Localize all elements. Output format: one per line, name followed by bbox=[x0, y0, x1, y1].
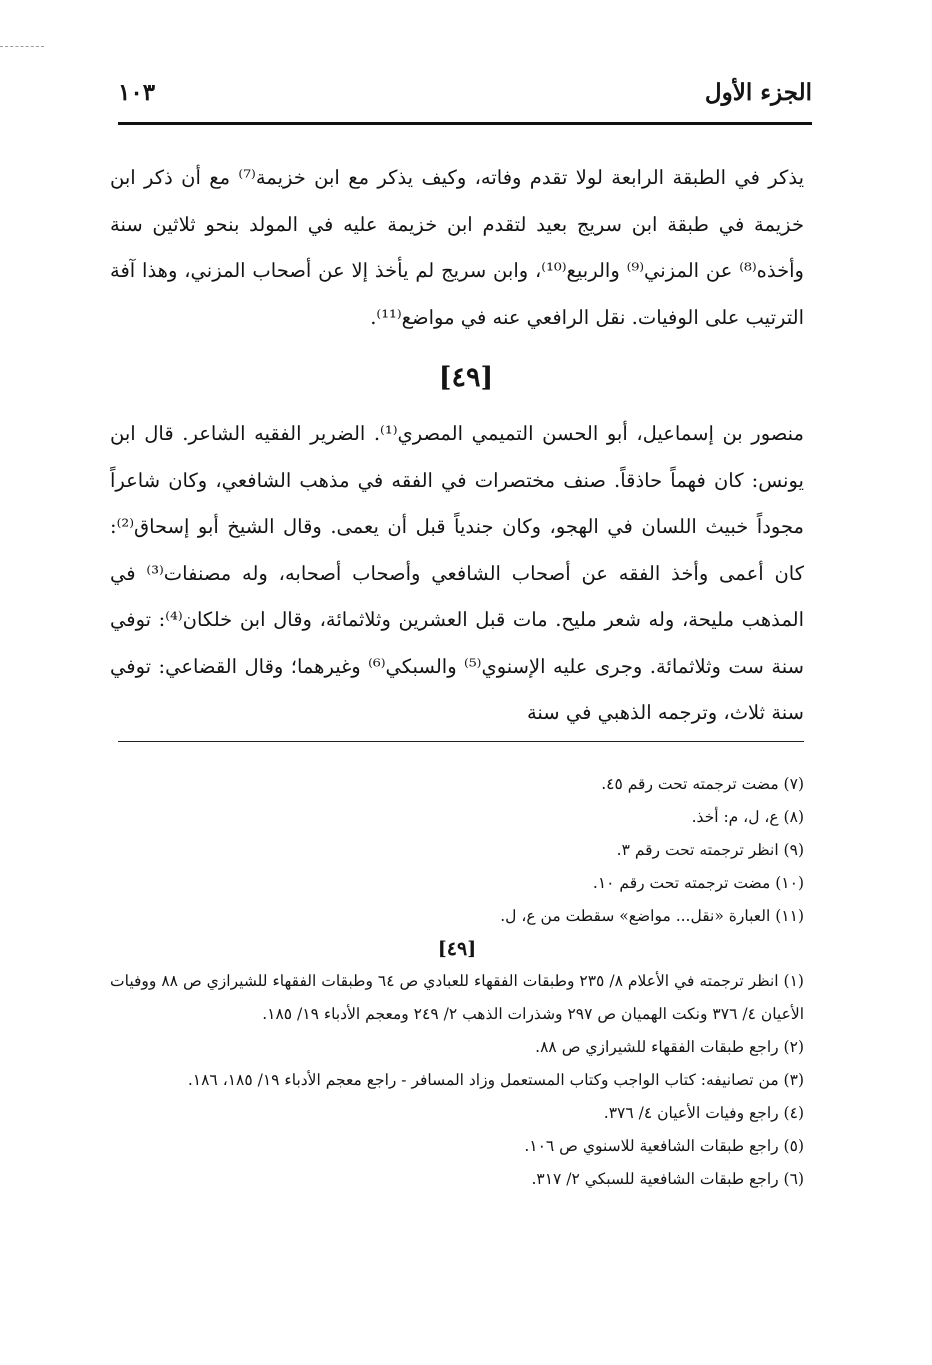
footnote: (٧) مضت ترجمته تحت رقم ٤٥. bbox=[601, 775, 804, 793]
footnote: (٨) ع، ل، م: أخذ. bbox=[691, 808, 804, 826]
entry-paragraph: منصور بن إسماعيل، أبو الحسن التميمي المصري⁽¹⁾. الضرير الفقيه الشاعر. قال ابن يونس: كان فهماً حاذقاً. صنف مختصرات في الفقه في مذهب الشافعي، وكان شاعراً مجوداً خبيث اللسان في الهجو، وكان جندياً قبل أن يعمى. وقال الشيخ أبو إسحاق⁽²⁾: كان أعمى وأخذ الفقه عن أصحاب الشافعي وأصحاب أصحابه، وله مصنفات⁽³⁾ في المذهب مليحة، وله شعر مليح. مات قبل العشرين وثلاثمائة، وقال ابن خلكان⁽⁴⁾: توفي سنة ست وثلاثمائة. وجرى عليه الإسنوي⁽⁵⁾ والسبكي⁽⁶⁾ وغيرهما؛ وقال القضاعي: توفي سنة ثلاث، وترجمه الذهبي في سنة bbox=[110, 422, 805, 724]
scan-edge-mark bbox=[0, 46, 44, 47]
footnote: (٢) راجع طبقات الفقهاء للشيرازي ص ٨٨. bbox=[535, 1038, 804, 1056]
footnote: (١٠) مضت ترجمته تحت رقم ١٠. bbox=[592, 874, 804, 892]
footnote: (١١) العبارة «نقل... مواضع» سقطت من ع، ل. bbox=[500, 907, 804, 925]
footnote: (٦) راجع طبقات الشافعية للسبكي ٢/ ٣١٧. bbox=[531, 1170, 804, 1188]
running-title: الجزء الأول bbox=[704, 78, 812, 106]
page-header bbox=[118, 72, 812, 112]
footnote: (٤) راجع وفيات الأعيان ٤/ ٣٧٦. bbox=[603, 1104, 804, 1122]
footnote-entry-label: [٤٩] bbox=[437, 938, 477, 960]
header-rule bbox=[118, 122, 812, 125]
footnote: (٩) انظر ترجمته تحت رقم ٣. bbox=[616, 841, 804, 859]
page-number: ١٠٣ bbox=[118, 78, 156, 106]
continuation-paragraph: يذكر في الطبقة الرابعة لولا تقدم وفاته، وكيف يذكر مع ابن خزيمة⁽⁷⁾ مع أن ذكر ابن خزيمة في طبقة ابن سريج بعيد لتقدم ابن خزيمة عليه في المولد بنحو ثلاثين سنة وأخذه⁽⁸⁾ عن المزني⁽⁹⁾ والربيع⁽¹⁰⁾، وابن سريج لم يأخذ إلا عن أصحاب المزني، وهذا آفة الترتيب على الوفيات. نقل الرافعي عنه في مواضع⁽¹¹⁾. bbox=[110, 166, 805, 329]
footnote: (١) انظر ترجمته في الأعلام ٨/ ٢٣٥ وطبقات الفقهاء للعبادي ص ٦٤ وطبقات الفقهاء للشيرازي ص ٨٨ ووفيات الأعيان ٤/ ٣٧٦ ونكت الهميان ص ٢٩٧ وشذرات الذهب ٢/ ٢٤٩ ومعجم الأدباء ١٩/ ١٨٥. bbox=[110, 972, 804, 1023]
footnote-separator bbox=[118, 741, 804, 742]
entry-number: [٤٩] bbox=[438, 362, 494, 393]
footnote: (٣) من تصانيفه: كتاب الواجب وكتاب المستعمل وزاد المسافر - راجع معجم الأدباء ١٩/ ١٨٥، ١٨٦. bbox=[187, 1071, 804, 1089]
footnote: (٥) راجع طبقات الشافعية للاسنوي ص ١٠٦. bbox=[524, 1137, 804, 1155]
footnotes bbox=[110, 768, 804, 1196]
